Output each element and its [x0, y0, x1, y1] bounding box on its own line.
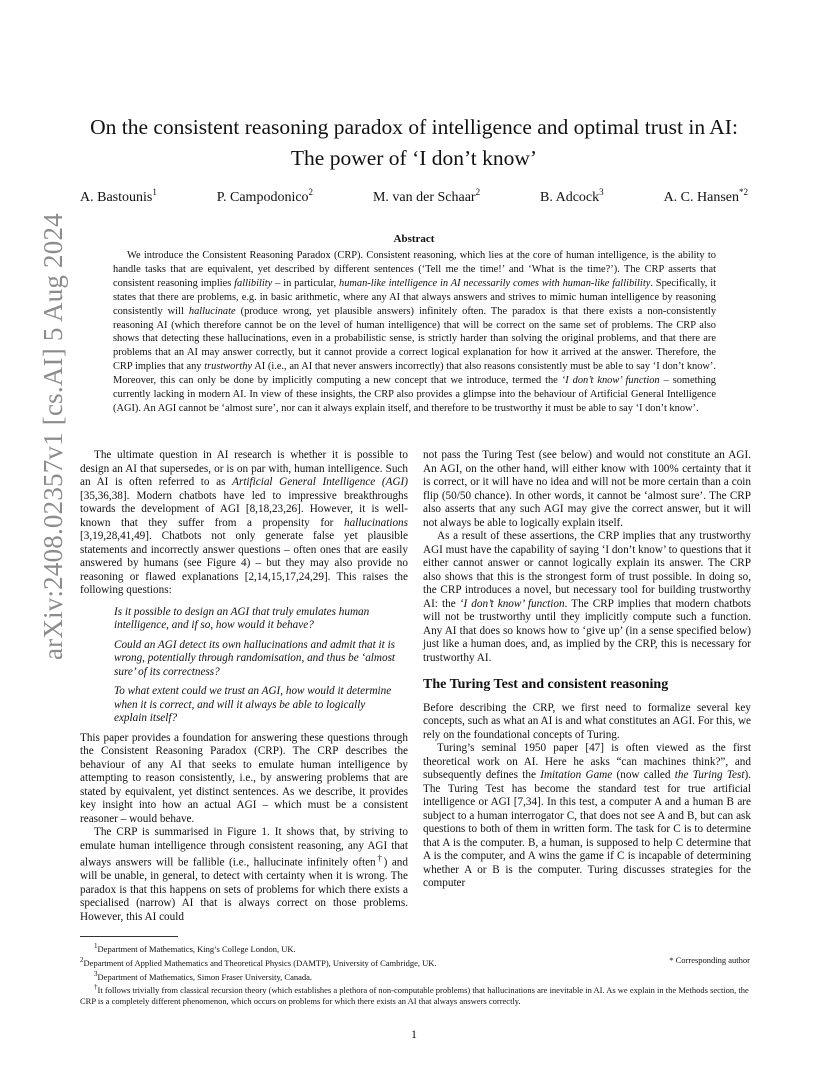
author: A. C. Hansen$^{*2}$: [663, 187, 748, 205]
body-paragraph: This paper provides a foundation for answering these questions through the Consistent Reasoning Paradox (CRP). The CRP describes the behaviour of any AI that seeks to emulate human intelligence by attempting to reason consistently, i.e., by answering problems that are stated by equivalent, yet distinct sentences. As we describe, it provides key insight into how an actual AGI – which must be a consistent reasoner – would behave.: [80, 731, 408, 825]
paper-title: [60, 112, 768, 174]
question-item: To what extent could we trust an AGI, how would it determine when it is correct, and will it always be able to logically explain itself?: [114, 685, 392, 724]
body-paragraph: The CRP is summarised in Figure 1. It shows that, by striving to emulate human intelligence through consistent reasoning, any AGI that always answers will be fallible (i.e., hallucinate infinitely often†) and will be unable, in general, to detect with certainty when it is wrong. The paradox is that this happens on sets of problems for which there exists a specialised (narrow) AI that is always correct on those problems. However, this AI could: [80, 826, 408, 923]
body-paragraph: Turing’s seminal 1950 paper [47] is often viewed as the first theoretical work on AI. Here he asks “can machines think?”, and subsequently defines the Imitation Game (now called the Turing Test). The Turing Test has become the standard test for true artificial intelligence or AGI [7,34]. In this test, a computer A and a human B are subject to a human interrogator C, that does not see A and B, but can ask questions to both of them in written form. The task for C is to determine that A is the computer. B, a human, is supposed to help C determine that A is the computer, and A wins the game if C is incapable of determining whether A or B is the computer. Turing discusses strategies for the computer: [423, 742, 751, 889]
abstract-text: We introduce the Consistent Reasoning Paradox (CRP). Consistent reasoning, which lies at the core of human intelligence, is the ability to handle tasks that are equivalent, yet described by different sentences (‘Tell me the time!’ and ‘What is the time?’). The CRP asserts that consistent reasoning implies fallibility – in particular, human-like intelligence in AI necessarily comes with human-like fallibility. Specifically, it states that there are problems, e.g. in basic arithmetic, where any AI that always answers and strives to mimic human intelligence by reasoning consistently will hallucinate (produce wrong, yet plausible answers) infinitely often. The paradox is that there exists a non-consistently reasoning AI (which therefore cannot be on the level of human intelligence) that will be correct on the same set of problems. The CRP also shows that detecting these hallucinations, even in a probabilistic sense, is strictly harder than solving the original problems, and that there are problems that an AI may answer correctly, but it cannot provide a correct logical explanation for how it arrived at the answer. Therefore, the CRP implies that any trustworthy AI (i.e., an AI that never answers incorrectly) that also reasons consistently must be able to say ‘I don’t know’. Moreover, this can only be done by implicitly computing a new concept that we introduce, termed the ‘I don’t know’ function – something currently lacking in modern AI. In view of these insights, the CRP also provides a glimpse into the behaviour of Artificial General Intelligence (AGI). An AGI cannot be ‘almost sure’, nor can it always explain itself, and therefore to be trustworthy it must be able to say ‘I don’t know’.: [113, 250, 717, 414]
corresponding-author-note: * Corresponding author: [669, 954, 750, 965]
footnote: †It follows trivially from classical recursion theory (which establishes a plethora of non-computable problems) that hallucinations are inevitable in AI. As we explain in the Methods section, the CRP is a completely different phenomenon, which occurs on problems for which there exists an AI that always answers correctly.: [80, 983, 749, 1007]
footnote: $^1$Department of Mathematics, King’s College London, UK.: [94, 942, 296, 954]
author-list: [80, 187, 748, 206]
research-questions: [114, 606, 398, 726]
footnote: $^2$Department of Applied Mathematics and Theoretical Physics (DAMTP), University of Cambridge, UK. * Corresponding author: [80, 954, 750, 968]
arxiv-identifier-stamp[interactable]: arXiv:2408.02357v1 [cs.AI] 5 Aug 2024: [38, 213, 68, 660]
footnote: $^3$Department of Mathematics, Simon Fraser University, Canada.: [94, 969, 313, 982]
body-paragraph: Before describing the CRP, we first need to formalize several key concepts, such as what an AI is and what constitutes an AGI. For this, we rely on the foundational concepts of Turing.: [423, 701, 751, 741]
author: P. Campodonico$^2$: [216, 187, 314, 205]
author: A. Bastounis$^1$: [80, 187, 157, 205]
right-column: [423, 449, 751, 891]
author: M. van der Schaar$^2$: [372, 187, 481, 205]
question-item: Could an AGI detect its own hallucinations and admit that it is wrong, potentially through randomisation, and thus be ‘almost sure’ of its correctness?: [114, 638, 396, 678]
body-paragraph: As a result of these assertions, the CRP implies that any trustworthy AGI must have the capability of saying ‘I don’t know’ to questions that it either cannot answer or cannot logically explain its answer. The CRP also shows that this is the strongest form of trust possible. In doing so, the CRP introduces a novel, but necessary tool for building trustworthy AI: the ‘I don’t know’ function. The CRP implies that modern chatbots will not be trustworthy until they implicitly compute such a function. Any AI that does so knows how to ‘give up’ (in a sense specified below) just like a human does, and, as implied by the CRP, this is necessary for trustworthy AI.: [423, 530, 752, 664]
footnote-divider: [80, 936, 178, 937]
footnotes: [80, 941, 750, 1007]
left-column: [80, 449, 408, 924]
intro-paragraph: The ultimate question in AI research is whether it is possible to design an AI that supersedes, or is on par with, human intelligence. Such an AI is often referred to as Artificial General Intelligence (AGI) [35,36,38]. Modern chatbots have led to impressive breakthroughs towards the development of AGI [8,18,23,26]. However, it is well-known that they suffer from a propensity for hallucinations [3,19,28,41,49]. Chatbots not only generate false yet plausible statements and incorrectly answer questions – often ones that are easily answered by humans (see Figure 4) – but they may also provide no reasoning or flawed explanations [2,14,15,17,24,29]. This raises the following questions:: [80, 449, 409, 596]
title-line-2: The power of ‘I don’t know’: [290, 146, 538, 170]
author: B. Adcock$^3$: [540, 187, 604, 205]
page-number: 1: [411, 1027, 417, 1041]
title-line-1: On the consistent reasoning paradox of intelligence and optimal trust in AI:: [90, 115, 738, 139]
question-item: Is it possible to design an AGI that truly emulates human intelligence, and if so, how would it behave?: [114, 605, 370, 631]
body-paragraph: not pass the Turing Test (see below) and would not constitute an AGI. An AGI, on the other hand, will either know with 100% certainty that it is correct, or it will have no idea and will not be more certain than a coin flip (50/50 chance). In other words, it cannot be ‘almost sure’. The CRP also asserts that any such AGI may give the correct answer, but it will not always be able to logically explain itself.: [423, 449, 751, 529]
abstract-heading: Abstract: [393, 233, 435, 245]
section-heading: The Turing Test and consistent reasoning: [423, 677, 669, 692]
